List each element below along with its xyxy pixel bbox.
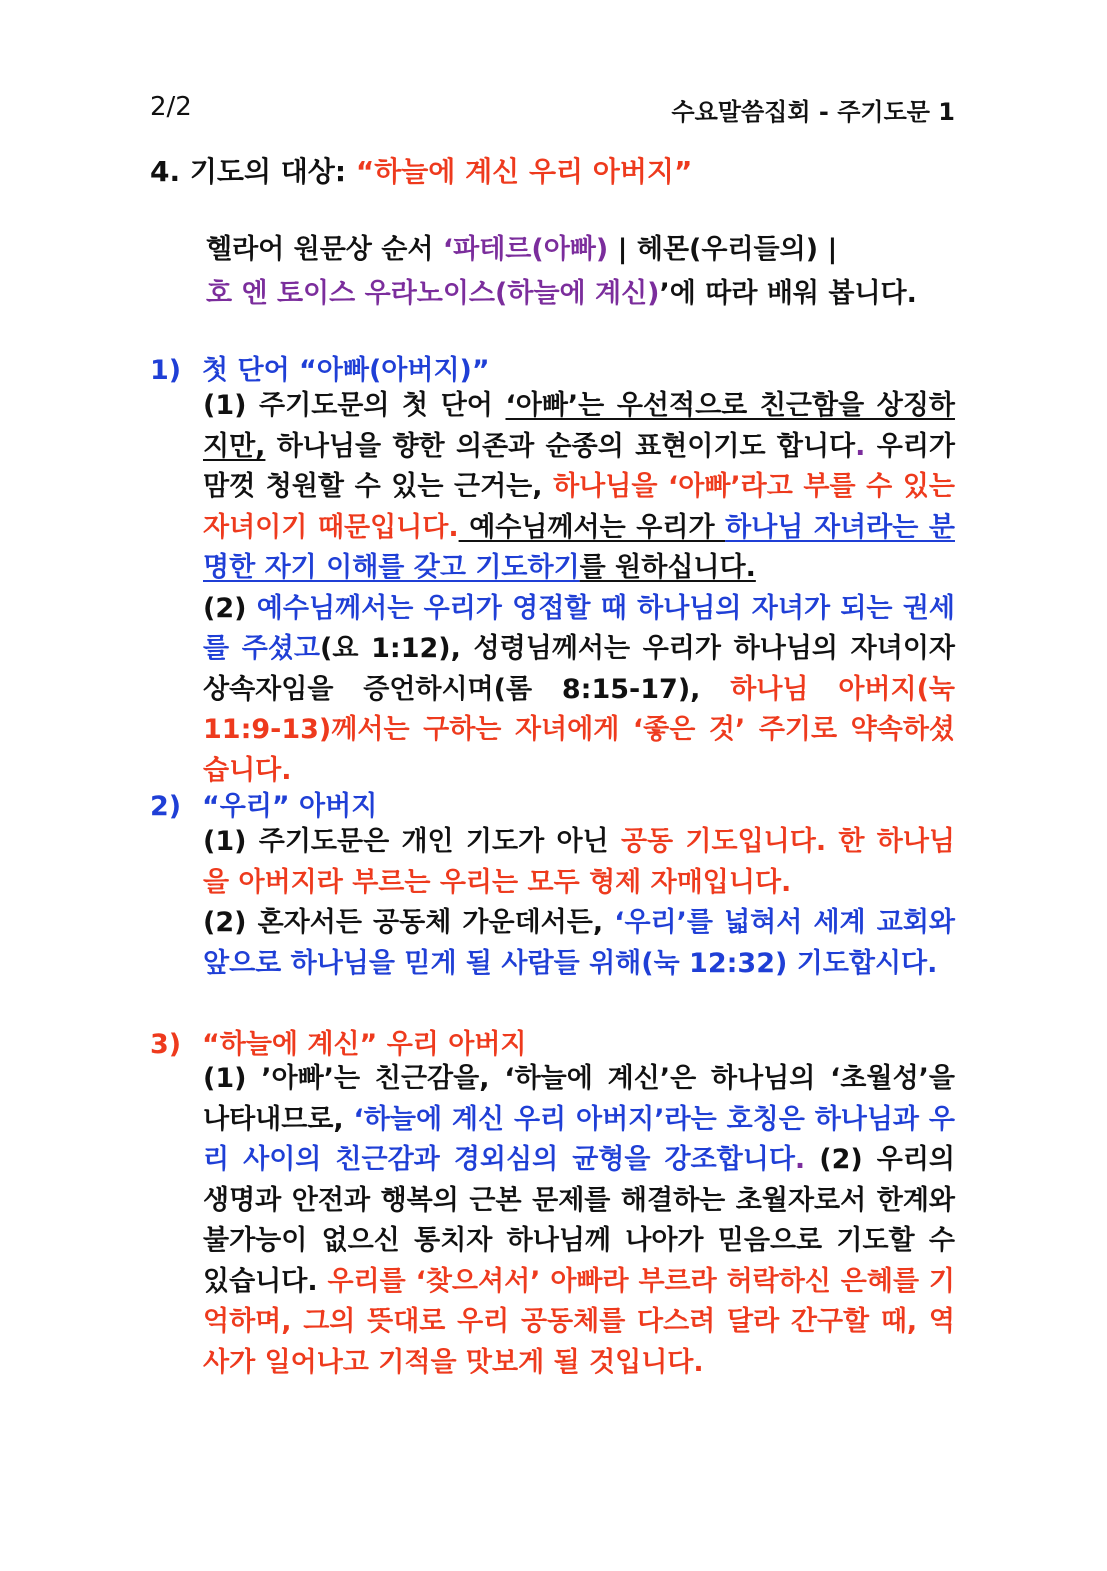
item-3-heading bbox=[150, 1022, 527, 1061]
item-1-p1-f: 하나님을 ‘아빠’라고 부를 수 있는 자녀이기 때문입니다. bbox=[203, 471, 955, 543]
intro-hemon: | 헤몬(우리들의) | bbox=[608, 234, 838, 265]
item-1-p1-d: . bbox=[855, 430, 866, 462]
item-1-p1-g: 예수님께서는 우리가 bbox=[458, 511, 726, 543]
item-3-p1-b: ‘하늘에 계신 우리 아버지’라는 호칭은 하나님과 우리 사이의 친근감과 경외심의 균형을 강조합니다 bbox=[203, 1103, 955, 1175]
item-1-p1-a: (1) 주기도문의 첫 단어 bbox=[203, 390, 506, 421]
item-2-p1-a: (1) 주기도문은 개인 기도가 아닌 bbox=[203, 826, 621, 857]
item-3-p1-d: (2) 우리의 생명과 안전과 행복의 근본 문제를 해결하는 초월자로서 한계와 불가능이 없으신 통치자 하나님께 나아가 믿음으로 기도할 수 있습니다. bbox=[203, 1144, 956, 1297]
item-2-p2-a: (2) 혼자서든 공동체 가운데서든, bbox=[203, 907, 615, 938]
item-1-heading bbox=[150, 348, 490, 387]
item-3-number: 3) bbox=[150, 1029, 182, 1060]
item-2-p1-b: 공동 기도입니다. 한 하나님을 아버지라 부르는 우리는 모두 형제 자매입니다. bbox=[203, 826, 956, 898]
item-1-p1-b: ‘아빠’는 우선적으로 친근함을 상징하지만, bbox=[203, 390, 955, 462]
item-1-p2-b: 예수님께서는 우리가 영접할 때 하나님의 자녀가 되는 권세를 주셨고 bbox=[203, 592, 955, 664]
item-1-p2-d: 하나님 아버지(눅 11:9-13)께서는 구하는 자녀에게 ‘좋은 것’ 주기로 약속하셨습니다. bbox=[203, 673, 955, 786]
item-2-title: “우리” 아버지 bbox=[202, 791, 378, 822]
document-header-title: 수요말씀집회 - 주기도문 1 bbox=[671, 98, 955, 126]
intro-pater: ‘파테르(아빠) bbox=[442, 234, 609, 265]
item-3-p1-e: 우리를 ‘찾으셔서’ 아빠라 부르라 허락하신 은혜를 기억하며, 그의 뜻대로 우리 공동체를 다스려 달라 간구할 때, 역사가 일어나고 기적을 맛보게 될 것입니다. bbox=[203, 1265, 955, 1378]
item-1-p1-h: 하나님 자녀라는 분명한 자기 이해를 갖고 기도하기 bbox=[203, 511, 955, 583]
item-1-number: 1) bbox=[150, 355, 182, 386]
item-1-p2-a: (2) bbox=[203, 592, 257, 624]
item-1-p1-e: 우리가 맘껏 청원할 수 있는 근거는, bbox=[203, 430, 955, 502]
intro-text-end: ’에 따라 배워 봅니다. bbox=[659, 278, 917, 309]
item-3-paragraph bbox=[203, 1059, 955, 1383]
intro-ho-en: 호 엔 토이스 우라노이스(하늘에 계신) bbox=[206, 278, 660, 309]
section-label: 4. 기도의 대상: bbox=[150, 155, 356, 188]
section-quote: “하늘에 계신 우리 아버지” bbox=[355, 155, 693, 188]
intro-text-1: 헬라어 원문상 순서 bbox=[206, 234, 443, 265]
item-3-p1-c: . bbox=[794, 1144, 806, 1175]
item-1-title: 첫 단어 “아빠(아버지)” bbox=[202, 355, 490, 386]
item-3-title: “하늘에 계신” 우리 아버지 bbox=[202, 1029, 527, 1060]
item-1-paragraph bbox=[203, 386, 955, 791]
item-2-heading bbox=[150, 784, 377, 823]
section-heading bbox=[150, 150, 692, 190]
item-1-p2-c: (요 1:12), 성령님께서는 우리가 하나님의 자녀이자 상속자임을 증언하시며(롬 8:15-17), bbox=[203, 633, 955, 705]
item-2-number: 2) bbox=[150, 791, 182, 822]
item-3-p1-a: (1) ’아빠’는 친근감을, ‘하늘에 계신’은 하나님의 ‘초월성’을 나타내므로, bbox=[203, 1063, 955, 1135]
item-2-paragraph bbox=[203, 822, 955, 984]
intro-paragraph bbox=[206, 228, 917, 316]
item-1-p1-c: 하나님을 향한 의존과 순종의 표현이기도 합니다 bbox=[265, 430, 856, 462]
item-2-p2-b: ‘우리’를 넓혀서 세계 교회와 앞으로 하나님을 믿게 될 사람들 위해(눅 12:32) 기도합시다. bbox=[203, 907, 955, 979]
page-number: 2/2 bbox=[150, 92, 192, 122]
item-1-p1-i: 를 원하십니다. bbox=[579, 552, 756, 583]
